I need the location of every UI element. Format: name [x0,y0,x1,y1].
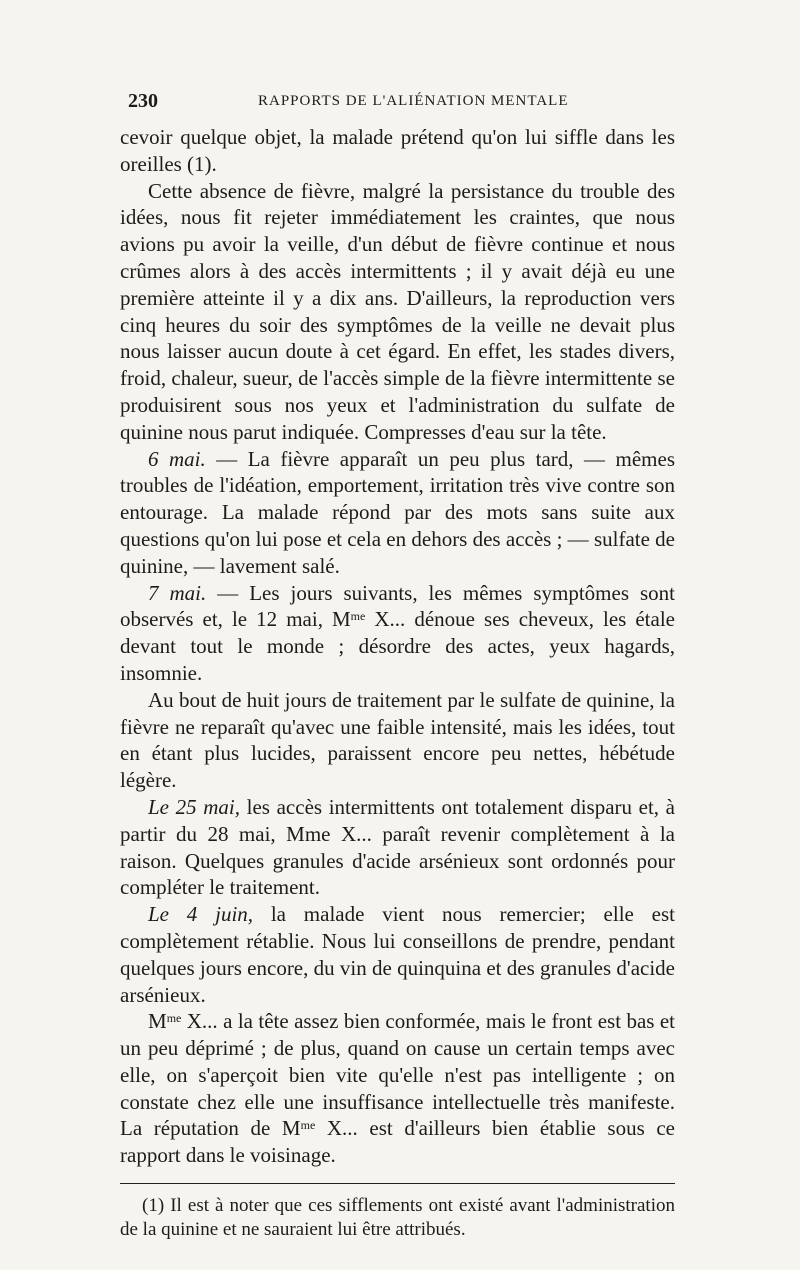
text-run: Cette absence de fièvre, malgré la persistance du trouble des idées, nous fit rejeter immédiatement les craintes, que nous avions pu avoir la veille, d'un début de fièvre continue et nous crûmes alors à des accès intermittents ; il y avait déjà eu une première atteinte il y a dix ans. D'ailleurs, la reproduction vers cinq heures du soir des symptômes de la veille ne devait plus nous laisser aucun doute à cet égard. En effet, les stades divers, froid, chaleur, sueur, de l'accès simple de la fièvre intermittente se produisirent sous nos yeux et l'administration du sulfate de quinine nous parut indiquée. Compresses d'eau sur la tête. [120,178,675,444]
paragraph [120,1008,675,1169]
text-run: — La fièvre apparaît un peu plus tard, — mêmes troubles de l'idéation, emportement, irritation très vive contre son entourage. La malade répond par des mots sans suite aux questions qu'on lui pose et cela en dehors des accès ; — sulfate de quinine, — lavement salé. [120,446,675,578]
footnote-rule [120,1183,675,1184]
paragraph [120,687,675,794]
text-run: la malade vient nous remercier; elle est complètement rétablie. Nous lui conseillons de prendre, pendant quelques jours encore, du vin de quinquina et des granules d'acide arsénieux. [120,902,675,1007]
book-page [120,90,675,1242]
paragraph [120,124,675,178]
date-label: 7 mai. [148,580,207,605]
paragraph [120,178,675,446]
superscript: me [166,1011,182,1026]
text-run: — Les jours suivants, les mêmes symptômes sont observés et, le 12 mai, M [120,580,675,632]
text-run: les accès intermittents ont totalement disparu et, à partir du 28 mai, Mme X... paraît revenir complètement à la raison. Quelques granules d'acide arsénieux sont ordonnés pour compléter le traitement. [120,794,676,900]
running-title: RAPPORTS DE L'ALIÉNATION MENTALE [258,93,569,109]
text-run: X... a la tête assez bien conformée, mais le front est bas et un peu déprimé ; de plus, quand on cause un certain temps avec elle, on s'aperçoit bien vite qu'elle n'est pas intelligente ; on constate chez elle une insuffisance intellectuelle très manifeste. La réputation de M [120,1009,675,1141]
footnote: (1) Il est à noter que ces sifflements ont existé avant l'administration de la quinine et ne sauraient lui être attribués. [120,1195,675,1241]
date-label: Le 25 mai, [148,794,241,819]
text-run: X... dénoue ses cheveux, les étale devant tout le monde ; désordre des actes, yeux hagards, insomnie. [120,607,675,685]
text-run: M [148,1009,167,1034]
page-header [120,90,675,120]
date-label: Le 4 juin, [148,902,254,927]
paragraph [120,794,675,901]
superscript: me [350,609,366,624]
text-run: cevoir quelque objet, la malade prétend qu'on lui siffle dans les oreilles (1). [120,125,675,176]
paragraph [120,580,675,687]
superscript: me [300,1118,316,1133]
date-label: 6 mai. [148,446,206,471]
paragraph [120,446,675,580]
text-run: Au bout de huit jours de traitement par le sulfate de quinine, la fièvre ne reparaît qu'avec une faible intensité, mais les idées, tout en étant plus lucides, paraissent encore peu nettes, hébétude légère. [120,687,675,793]
text-run: X... est d'ailleurs bien établie sous ce rapport dans le voisinage. [120,1116,675,1168]
body-text [120,124,675,1169]
paragraph [120,901,675,1008]
page-number: 230 [128,90,158,112]
